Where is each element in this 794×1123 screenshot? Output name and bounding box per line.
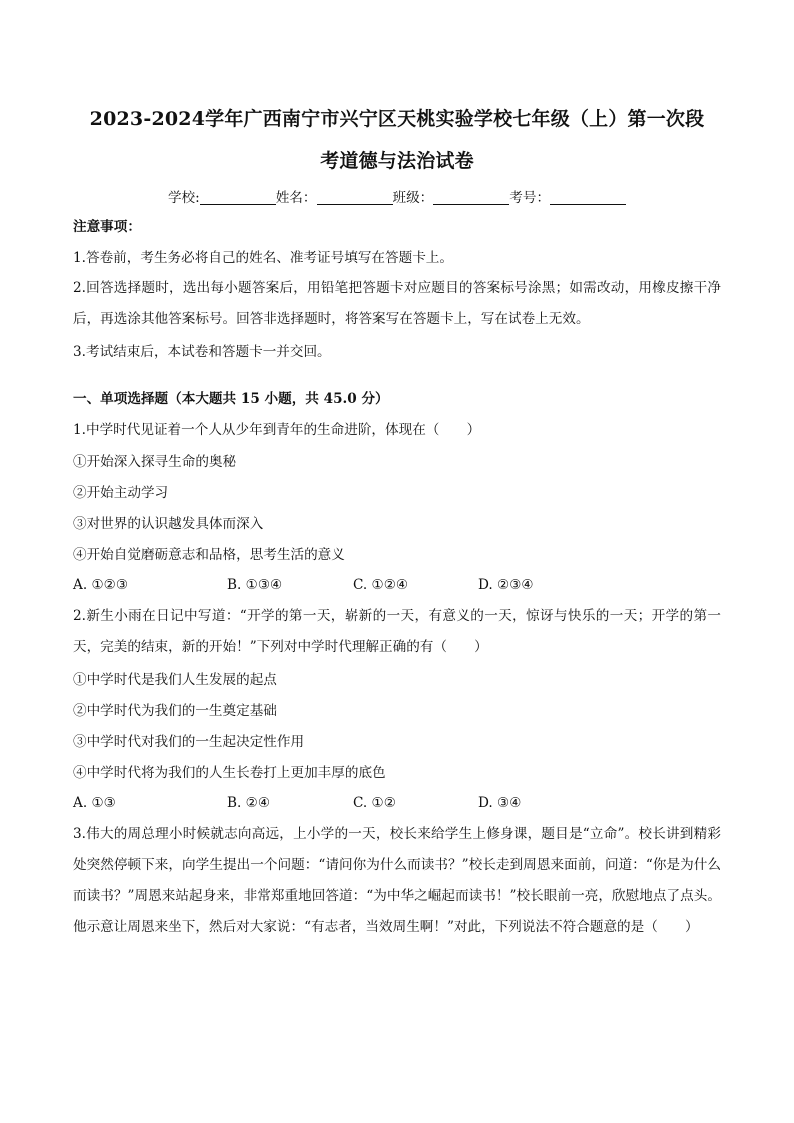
option-a[interactable]: A. ①③ [73,795,116,811]
option-b[interactable]: B. ②④ [227,795,271,811]
notice-heading: 注意事项： [73,219,141,235]
class-label: 班级： [392,190,434,206]
student-info-row [0,186,794,206]
option-a[interactable]: A. ①②③ [73,577,129,593]
question-1-options [73,577,733,597]
question-2-item: ②中学时代为我们的一生奠定基础 [73,703,277,719]
class-blank[interactable] [433,190,509,205]
school-blank[interactable] [200,190,276,205]
question-2-options [73,795,733,815]
option-d[interactable]: D. ②③④ [478,577,534,593]
name-blank[interactable] [317,190,393,205]
question-1-item: ①开始深入探寻生命的奥秘 [73,454,237,470]
exam-title-line-2: 考道德与法治试卷 [320,150,474,172]
exam-number-blank[interactable] [550,190,626,205]
notice-item-1: 1.答卷前，考生务必将自己的姓名、准考证号填写在答题卡上。 [73,250,453,266]
question-1-item: ②开始主动学习 [73,485,169,501]
name-label: 姓名： [275,190,317,206]
notice-item-2: 2.回答选择题时，选出每小题答案后，用铅笔把答题卡对应题目的答案标号涂黑；如需改动，用橡皮擦干净后，再选涂其他答案标号。回答非选择题时，将答案写在答题卡上，写在试卷上无效。 [73,280,721,327]
option-c[interactable]: C. ①②④ [353,577,409,593]
question-1-item: ④开始自觉磨砺意志和品格，思考生活的意义 [73,547,345,563]
school-label: 学校: [167,190,200,206]
exam-number-label: 考号： [509,190,551,206]
notice-item-3: 3.考试结束后，本试卷和答题卡一并交回。 [73,344,331,360]
question-2-stem: 2.新生小雨在日记中写道：“开学的第一天，崭新的一天，有意义的一天，惊讶与快乐的一天；开学的第一天，完美的结束，新的开始！”下列对中学时代理解正确的有（ ） [73,608,721,655]
question-2-item: ①中学时代是我们人生发展的起点 [73,672,277,688]
question-2-item: ③中学时代对我们的一生起决定性作用 [73,734,305,750]
option-b[interactable]: B. ①③④ [227,577,283,593]
question-1-item: ③对世界的认识越发具体而深入 [73,516,264,532]
option-c[interactable]: C. ①② [353,795,396,811]
question-1-stem: 1.中学时代见证着一个人从少年到青年的生命进阶，体现在（ ） [73,422,481,438]
question-3-stem: 3.伟大的周总理小时候就志向高远，上小学的一天，校长来给学生上修身课，题目是“立命”。校长讲到精彩处突然停顿下来，向学生提出一个问题：“请问你为什么而读书？”校长走到周恩来面前，问道：“你是为什么而读书？”周恩来站起身来，非常郑重地回答道：“为中华之崛起而读书！”校长眼前一亮，欣慰地点了点头。他示意让周恩来坐下，然后对大家说：“有志者，当效周生啊！”对此，下列说法不符合题意的是（ ） [73,826,721,935]
section-heading: 一、单项选择题（本大题共 15 小题，共 45.0 分） [73,391,389,407]
option-d[interactable]: D. ③④ [478,795,522,811]
exam-title-line-1: 2023-2024学年广西南宁市兴宁区天桃实验学校七年级（上）第一次段 [89,108,705,130]
question-2-item: ④中学时代将为我们的人生长卷打上更加丰厚的底色 [73,765,386,781]
